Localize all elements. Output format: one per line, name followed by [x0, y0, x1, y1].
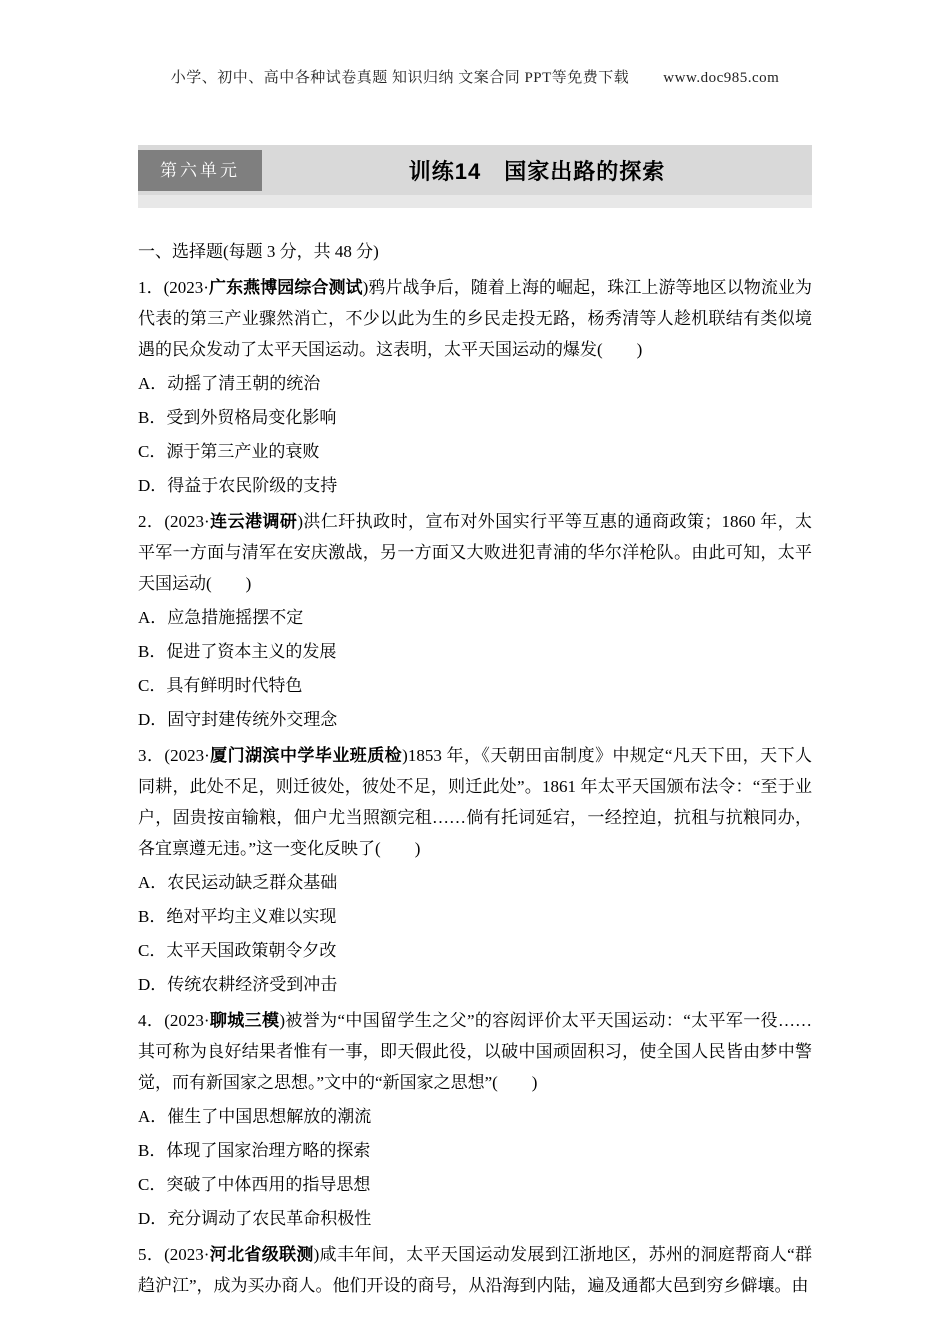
question-2-text: 洪仁玕执政时，宣布对外国实行平等互惠的通商政策；1860 年，太平军一方面与清军在安庆激战，另一方面又大败进犯青浦的华尔洋枪队。由此可知，太平天国运动( )	[138, 512, 813, 593]
question-3-number: 3．	[138, 746, 165, 765]
question-4-option-a: A．催生了中国思想解放的潮流	[138, 1107, 372, 1126]
question-1-option-d: D．得益于农民阶级的支持	[138, 476, 338, 495]
title-banner	[138, 145, 812, 208]
question-3-option-d: D．传统农耕经济受到冲击	[138, 975, 338, 994]
question-4-text: 被誉为“中国留学生之父”的容闳评价太平天国运动：“太平军一役……其可称为良好结果者惟有一事，即天假此役，以破中国顽固积习，使全国人民皆由梦中警觉，而有新国家之思想。”文中的“新国家之思想”( )	[138, 1011, 813, 1092]
header-site-url: www.doc985.com	[663, 70, 780, 86]
question-4-source: 聊城三模	[209, 1011, 280, 1030]
question-3-option-b: B．绝对平均主义难以实现	[138, 907, 337, 926]
question-1-option-a: A．动摇了清王朝的统治	[138, 374, 321, 393]
title-banner-main	[138, 145, 812, 195]
question-1-option-c: C．源于第三产业的衰败	[138, 442, 320, 461]
section-heading: 一、选择题(每题 3 分，共 48 分)	[138, 242, 379, 261]
question-3-option-a: A．农民运动缺乏群众基础	[138, 873, 338, 892]
question-4-option-b: B．体现了国家治理方略的探索	[138, 1141, 371, 1160]
question-2-source-open: (2023·	[164, 512, 210, 531]
question-4-option-d: D．充分调动了农民革命积极性	[138, 1209, 372, 1228]
question-3-source-close: )	[402, 746, 408, 765]
question-2-stem	[138, 506, 812, 599]
question-3-source: 厦门湖滨中学毕业班质检	[209, 746, 403, 765]
question-2-option-c: C．具有鲜明时代特色	[138, 676, 303, 695]
question-1-number: 1．	[138, 278, 164, 297]
page-title: 训练14 国家出路的探索	[408, 158, 666, 184]
question-3-text: 1853 年，《天朝田亩制度》中规定“凡天下田，天下人同耕，此处不足，则迁彼处，彼处不足，则迁此处”。1861 年太平天国颁布法令：“至于业户，固贵按亩输粮，佃户尤当照额完租……倘有托词延宕，一经控迫，抗租与抗粮同办，各宜禀遵无违。”这一变化反映了( )	[138, 746, 813, 858]
question-4-source-close: )	[279, 1011, 286, 1030]
question-3-source-open: (2023·	[164, 746, 210, 765]
question-1-source-open: (2023·	[163, 278, 209, 297]
question-4-stem	[138, 1005, 812, 1098]
question-2-option-a: A．应急措施摇摆不定	[138, 608, 304, 627]
question-4-option-c: C．突破了中体西用的指导思想	[138, 1175, 371, 1194]
question-2-option-b: B．促进了资本主义的发展	[138, 642, 337, 661]
question-1-text: 鸦片战争后，随着上海的崛起，珠江上游等地区以物流业为代表的第三产业骤然消亡，不少以此为生的乡民走投无路，杨秀清等人趁机联结有类似境遇的民众发动了太平天国运动。这表明，太平天国运动的爆发( )	[138, 278, 813, 359]
doc-header	[0, 0, 950, 87]
question-4-number: 4．	[138, 1011, 165, 1030]
question-3-option-c: C．太平天国政策朝令夕改	[138, 941, 337, 960]
question-5-text: 咸丰年间，太平天国运动发展到江浙地区，苏州的洞庭帮商人“群趋沪江”，成为买办商人。他们开设的商号，从沿海到内陆，遍及通都大邑到穷乡僻壤。由	[138, 1245, 813, 1295]
question-4-source-open: (2023·	[164, 1011, 210, 1030]
question-1-source: 广东燕博园综合测试	[208, 278, 363, 297]
content-area	[138, 236, 812, 1301]
question-5-source-open: (2023·	[164, 1245, 210, 1264]
question-3-stem	[138, 740, 812, 864]
header-promo-text: 小学、初中、高中各种试卷真题 知识归纳 文案合同 PPT等免费下载	[170, 70, 630, 86]
title-banner-strip	[138, 195, 812, 208]
question-2-source: 连云港调研	[209, 512, 298, 531]
question-1-stem	[138, 272, 812, 365]
question-1-source-close: )	[362, 278, 369, 297]
question-5-number: 5．	[138, 1245, 165, 1264]
question-5-source-close: )	[313, 1245, 320, 1264]
question-5-source: 河北省级联测	[209, 1245, 314, 1264]
question-2-number: 2．	[138, 512, 165, 531]
question-2-source-close: )	[297, 512, 303, 531]
unit-label: 第六单元	[138, 150, 262, 191]
question-5-stem	[138, 1239, 812, 1301]
question-1-option-b: B．受到外贸格局变化影响	[138, 408, 337, 427]
question-2-option-d: D．固守封建传统外交理念	[138, 710, 338, 729]
